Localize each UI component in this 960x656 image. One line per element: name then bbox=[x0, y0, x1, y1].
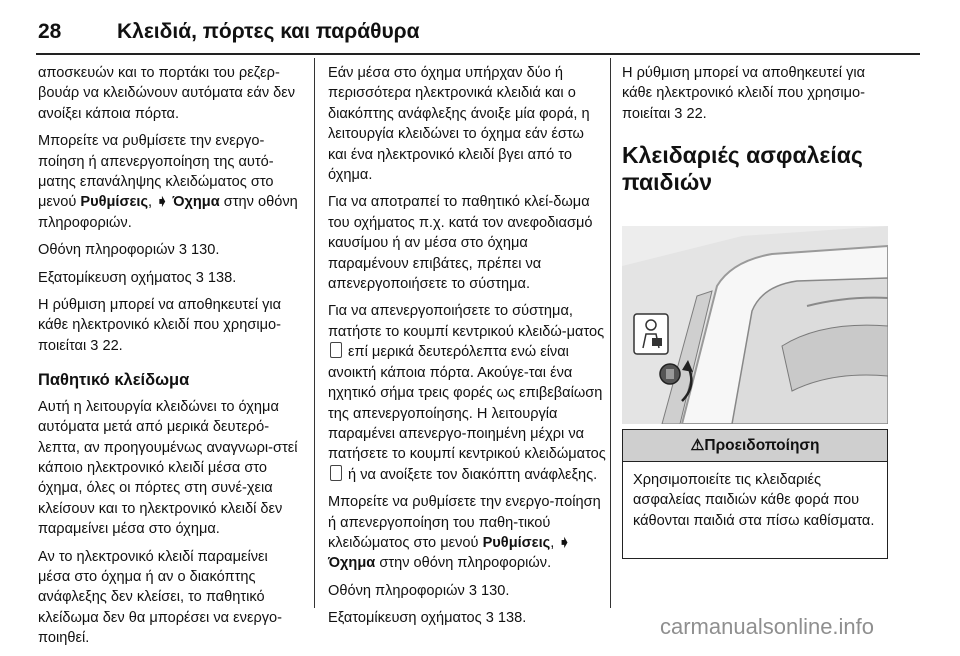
column-3 bbox=[622, 63, 888, 196]
unlock-button-icon bbox=[330, 342, 342, 358]
paragraph: Μπορείτε να ρυθμίσετε την ενεργο-ποίηση ή απενεργοποίηση του παθη-τικού κλειδώματος στο μενού Ρυθμίσεις, ➧ Όχημα στην οθόνη πληροφοριών. bbox=[328, 494, 601, 572]
paragraph: Για να αποτραπεί το παθητικό κλεί-δωμα του οχήματος π.χ. κατά τον ανεφοδιασμό καυσίμου ή αν μέσα στο όχημα παραμένουν επιβάτες, πρέπει να απενεργοποιήσετε το σύστημα. bbox=[328, 194, 593, 293]
page-title: Κλειδιά, πόρτες και παράθυρα bbox=[117, 20, 420, 43]
paragraph: Αυτή η λειτουργία κλειδώνει το όχημα αυτόματα μετά από μερικά δευτερό-λεπτα, αν προηγουμένως αναγνωρι-στεί κάποιο ηλεκτρονικό κλειδί μέσα στο όχημα, όλες οι πόρτες στη συνέ-χεια κλείσουν και το ηλεκτρονικό κλειδί δεν παραμείνει μέσα στο όχημα. bbox=[38, 398, 298, 538]
ref-arrow-icon: 3 bbox=[90, 337, 99, 354]
page-header bbox=[0, 0, 960, 52]
menu-settings: Ρυθμίσεις bbox=[482, 534, 551, 551]
paragraph: Η ρύθμιση μπορεί να αποθηκευτεί για κάθε ηλεκτρονικό κλειδί που χρησιμο-ποιείται 3 22. bbox=[622, 63, 888, 124]
cross-reference: Οθόνη πληροφοριών 3 130. bbox=[38, 240, 302, 260]
column-divider bbox=[314, 58, 315, 608]
door-illustration-svg bbox=[622, 226, 888, 424]
paragraph: Η ρύθμιση μπορεί να αποθηκευτεί για κάθε ηλεκτρονικό κλειδί που χρησιμο-ποιείται 3 22. bbox=[38, 295, 302, 356]
arrow-icon: ➧ bbox=[558, 534, 571, 551]
header-rule bbox=[36, 53, 920, 55]
menu-vehicle: Όχημα bbox=[328, 555, 376, 572]
menu-settings: Ρυθμίσεις bbox=[80, 194, 149, 211]
child-lock-illustration bbox=[622, 226, 888, 424]
ref-arrow-icon: 3 bbox=[195, 269, 204, 286]
ref-arrow-icon: 3 bbox=[485, 610, 494, 627]
paragraph: αποσκευών και το πορτάκι του ρεζερ-βουάρ να κλειδώνουν αυτόματα εάν δεν ανοίξει κάποια πόρτα. bbox=[38, 65, 296, 122]
column-divider bbox=[610, 58, 611, 608]
column-2 bbox=[328, 63, 606, 636]
ref-arrow-icon: 3 bbox=[178, 242, 187, 259]
paragraph: Μπορείτε να ρυθμίσετε την ενεργο-ποίηση ή απενεργοποίηση της αυτό-ματης επανάληψης κλειδώματος στο μενού Ρυθμίσεις, ➧ Όχημα στην οθόνη πληροφοριών. bbox=[38, 133, 298, 231]
paragraph: Για να απενεργοποιήσετε το σύστημα, πατήστε το κουμπί κεντρικού κλειδώ-ματος επί μερικά δευτερόλεπτα ενώ είναι ανοικτή κάποια πόρτα. Ακούγε-ται ένα ηχητικό σήμα τρεις φορές ως επιβεβαίωση της απενεργοποίησης. Η λειτουργία παραμένει απενεργο-ποιημένη μέχρι να πατήσετε το κουμπί κεντρικού κλειδώματος ή να ανοίξετε τον διακόπτη ανάφλεξης. bbox=[328, 303, 606, 483]
warning-box bbox=[622, 429, 888, 559]
cross-reference: Εξατομίκευση οχήματος 3 138. bbox=[328, 608, 606, 628]
paragraph: Εάν μέσα στο όχημα υπήρχαν δύο ή περισσότερα ηλεκτρονικά κλειδιά και ο διακόπτης ανάφλεξης άνοιξε μία φορά, η λειτουργία κλειδώνει το όχημα εάν έστω και ένα ηλεκτρονικό κλειδί βγει από το όχημα. bbox=[328, 65, 590, 184]
lock-button-icon bbox=[330, 465, 342, 481]
paragraph: Αν το ηλεκτρονικό κλειδί παραμείνει μέσα στο όχημα ή αν ο διακόπτης ανάφλεξης δεν κλείσει, το παθητικό κλείδωμα δεν θα μπορέσει να ενεργο-ποιηθεί. bbox=[38, 548, 283, 647]
ref-arrow-icon: 3 bbox=[468, 582, 477, 599]
ref-arrow-icon: 3 bbox=[674, 105, 683, 122]
cross-reference: Εξατομίκευση οχήματος 3 138. bbox=[38, 268, 302, 288]
warning-icon: ⚠ bbox=[690, 437, 705, 454]
section-heading: Κλειδαριές ασφαλείας παιδιών bbox=[622, 142, 863, 196]
arrow-icon: ➧ bbox=[156, 194, 169, 211]
cross-reference: Οθόνη πληροφοριών 3 130. bbox=[328, 581, 606, 601]
warning-title: Προειδοποίηση bbox=[704, 436, 820, 454]
watermark: carmanualsonline.info bbox=[660, 614, 875, 639]
menu-vehicle: Όχημα bbox=[172, 194, 220, 211]
column-1 bbox=[38, 63, 302, 656]
warning-header bbox=[623, 430, 887, 462]
warning-text: Χρησιμοποιείτε τις κλειδαριές ασφαλείας παιδιών κάθε φορά που κάθονται παιδιά στα πίσω καθίσματα. bbox=[633, 472, 875, 529]
page-number: 28 bbox=[38, 20, 62, 43]
section-heading: Παθητικό κλείδωμα bbox=[38, 371, 190, 390]
